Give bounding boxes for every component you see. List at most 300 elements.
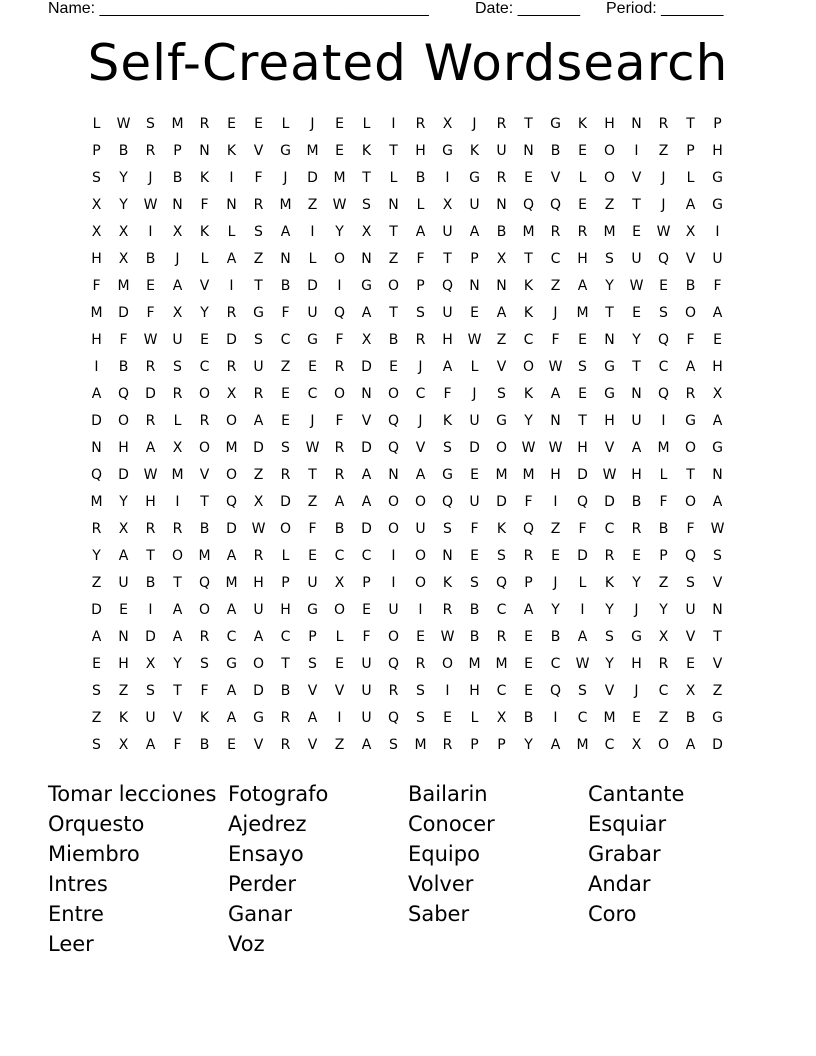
- grid-letter: G: [604, 386, 615, 402]
- grid-letter: Y: [659, 602, 668, 618]
- grid-letter: E: [335, 656, 344, 672]
- grid-letter: R: [199, 629, 210, 645]
- grid-letter: C: [658, 359, 669, 375]
- grid-letter: H: [469, 683, 480, 699]
- grid-letter: C: [496, 602, 507, 618]
- grid-letter: B: [172, 170, 183, 186]
- student-info-line: [48, 0, 748, 20]
- grid-letter: T: [200, 494, 209, 510]
- grid-letter: B: [550, 143, 561, 159]
- grid-letter: Y: [551, 602, 560, 618]
- grid-letter: D: [118, 305, 129, 321]
- grid-letter: Y: [605, 278, 614, 294]
- grid-letter: E: [146, 278, 155, 294]
- grid-letter: R: [145, 521, 156, 537]
- grid-letter: Z: [550, 278, 561, 294]
- grid-letter: K: [361, 143, 372, 159]
- grid-letter: O: [657, 737, 670, 753]
- grid-letter: D: [361, 521, 372, 537]
- grid-letter: M: [495, 656, 508, 672]
- grid-letter: T: [362, 170, 371, 186]
- grid-letter: O: [198, 440, 211, 456]
- grid-row: [83, 597, 733, 624]
- grid-letter: N: [172, 197, 183, 213]
- grid-letter: W: [467, 332, 482, 348]
- grid-letter: X: [334, 575, 345, 591]
- grid-letter: B: [145, 251, 156, 267]
- grid-letter: F: [173, 737, 182, 753]
- word-list-item: Tomar lecciones: [48, 782, 217, 806]
- grid-letter: F: [119, 332, 128, 348]
- grid-letter: G: [226, 656, 237, 672]
- grid-letter: U: [307, 575, 318, 591]
- grid-letter: Q: [522, 197, 535, 213]
- grid-letter: X: [712, 386, 723, 402]
- grid-letter: O: [387, 494, 400, 510]
- grid-letter: C: [577, 710, 588, 726]
- grid-letter: U: [442, 224, 453, 240]
- grid-letter: A: [577, 629, 588, 645]
- grid-letter: L: [470, 359, 479, 375]
- grid-letter: A: [145, 440, 156, 456]
- grid-letter: U: [361, 683, 372, 699]
- grid-letter: W: [656, 224, 671, 240]
- grid-letter: R: [658, 116, 669, 132]
- grid-letter: M: [90, 494, 103, 510]
- grid-letter: I: [391, 116, 396, 132]
- grid-letter: R: [334, 440, 345, 456]
- grid-letter: B: [550, 629, 561, 645]
- grid-letter: J: [418, 413, 423, 429]
- grid-letter: W: [548, 359, 563, 375]
- grid-letter: P: [92, 143, 101, 159]
- grid-letter: O: [225, 413, 238, 429]
- grid-letter: A: [496, 305, 507, 321]
- grid-letter: X: [361, 224, 372, 240]
- grid-letter: A: [172, 602, 183, 618]
- grid-letter: Q: [117, 386, 130, 402]
- grid-letter: Q: [387, 413, 400, 429]
- grid-letter: O: [522, 359, 535, 375]
- grid-letter: K: [226, 143, 237, 159]
- grid-letter: U: [469, 197, 480, 213]
- grid-letter: D: [307, 170, 318, 186]
- grid-letter: S: [605, 251, 614, 267]
- grid-letter: X: [658, 629, 669, 645]
- grid-letter: Q: [549, 197, 562, 213]
- grid-letter: N: [496, 278, 507, 294]
- grid-row: [83, 111, 733, 138]
- grid-letter: E: [119, 602, 128, 618]
- grid-letter: K: [523, 278, 534, 294]
- grid-letter: U: [253, 602, 264, 618]
- grid-letter: F: [686, 332, 695, 348]
- word-list-item: Grabar: [588, 842, 661, 866]
- grid-letter: M: [414, 737, 427, 753]
- grid-letter: S: [362, 197, 371, 213]
- grid-letter: P: [416, 278, 425, 294]
- grid-letter: X: [118, 224, 129, 240]
- word-list-item: Ajedrez: [228, 812, 307, 836]
- grid-letter: W: [602, 467, 617, 483]
- grid-letter: I: [229, 170, 234, 186]
- grid-letter: U: [631, 251, 642, 267]
- grid-letter: R: [550, 224, 561, 240]
- grid-letter: W: [521, 440, 536, 456]
- grid-letter: M: [657, 440, 670, 456]
- grid-letter: G: [307, 332, 318, 348]
- grid-letter: F: [281, 305, 290, 321]
- grid-letter: S: [281, 440, 290, 456]
- grid-letter: A: [172, 278, 183, 294]
- grid-letter: X: [226, 386, 237, 402]
- grid-letter: I: [94, 359, 99, 375]
- grid-letter: X: [442, 197, 453, 213]
- grid-letter: Z: [496, 332, 507, 348]
- grid-letter: E: [335, 143, 344, 159]
- grid-letter: J: [553, 305, 558, 321]
- grid-letter: T: [308, 467, 317, 483]
- grid-letter: E: [335, 116, 344, 132]
- grid-letter: J: [472, 116, 477, 132]
- word-list-item: Voz: [228, 932, 265, 956]
- grid-letter: Z: [388, 251, 399, 267]
- grid-letter: Y: [605, 602, 614, 618]
- word-list-item: Perder: [228, 872, 296, 896]
- grid-letter: Z: [658, 710, 669, 726]
- grid-letter: V: [253, 143, 264, 159]
- grid-letter: R: [253, 197, 264, 213]
- grid-letter: H: [253, 575, 264, 591]
- grid-letter: G: [442, 143, 453, 159]
- grid-row: [83, 543, 733, 570]
- grid-letter: K: [577, 116, 588, 132]
- grid-letter: Q: [333, 305, 346, 321]
- grid-letter: S: [416, 305, 425, 321]
- name-field: Name: _____________________________________: [48, 0, 429, 17]
- grid-letter: R: [604, 548, 615, 564]
- grid-letter: I: [310, 224, 315, 240]
- grid-letter: W: [440, 629, 455, 645]
- grid-letter: Q: [495, 575, 508, 591]
- grid-letter: Y: [92, 548, 101, 564]
- grid-letter: O: [387, 386, 400, 402]
- grid-letter: I: [715, 224, 720, 240]
- grid-letter: R: [280, 467, 291, 483]
- grid-letter: F: [470, 521, 479, 537]
- grid-letter: U: [361, 710, 372, 726]
- grid-letter: C: [199, 359, 210, 375]
- grid-letter: X: [685, 683, 696, 699]
- grid-letter: R: [226, 305, 237, 321]
- grid-letter: A: [253, 629, 264, 645]
- grid-letter: K: [523, 305, 534, 321]
- word-list-item: Andar: [588, 872, 651, 896]
- grid-letter: E: [551, 548, 560, 564]
- grid-letter: S: [254, 224, 263, 240]
- grid-letter: A: [685, 197, 696, 213]
- grid-letter: N: [550, 413, 561, 429]
- grid-letter: I: [445, 170, 450, 186]
- grid-letter: X: [118, 521, 129, 537]
- grid-letter: X: [118, 251, 129, 267]
- grid-letter: N: [199, 143, 210, 159]
- grid-letter: U: [415, 521, 426, 537]
- grid-letter: R: [172, 521, 183, 537]
- grid-letter: U: [172, 332, 183, 348]
- grid-letter: H: [118, 656, 129, 672]
- grid-letter: C: [280, 332, 291, 348]
- word-list-item: Bailarin: [408, 782, 488, 806]
- grid-letter: Z: [280, 359, 291, 375]
- grid-letter: U: [388, 602, 399, 618]
- grid-letter: R: [658, 656, 669, 672]
- grid-letter: A: [226, 548, 237, 564]
- grid-letter: P: [173, 143, 182, 159]
- grid-letter: G: [631, 629, 642, 645]
- grid-letter: K: [604, 575, 615, 591]
- grid-letter: N: [631, 386, 642, 402]
- grid-letter: E: [92, 656, 101, 672]
- grid-letter: Z: [334, 737, 345, 753]
- grid-letter: A: [550, 386, 561, 402]
- grid-letter: Y: [632, 332, 641, 348]
- grid-letter: U: [307, 305, 318, 321]
- grid-letter: L: [200, 251, 209, 267]
- grid-letter: N: [469, 278, 480, 294]
- grid-letter: Y: [200, 305, 209, 321]
- grid-letter: F: [335, 332, 344, 348]
- grid-letter: V: [712, 575, 723, 591]
- grid-letter: G: [280, 143, 291, 159]
- grid-letter: I: [661, 413, 666, 429]
- grid-letter: B: [388, 332, 399, 348]
- grid-letter: D: [145, 386, 156, 402]
- grid-letter: S: [686, 575, 695, 591]
- grid-letter: F: [92, 278, 101, 294]
- grid-letter: F: [443, 386, 452, 402]
- grid-letter: A: [469, 224, 480, 240]
- grid-row: [83, 408, 733, 435]
- grid-letter: V: [307, 683, 318, 699]
- grid-letter: Q: [522, 521, 535, 537]
- grid-letter: A: [172, 629, 183, 645]
- word-list-item: Conocer: [408, 812, 495, 836]
- grid-row: [83, 300, 733, 327]
- grid-letter: U: [469, 494, 480, 510]
- grid-letter: A: [523, 602, 534, 618]
- grid-letter: F: [686, 521, 695, 537]
- grid-letter: S: [443, 521, 452, 537]
- grid-letter: V: [361, 413, 372, 429]
- grid-letter: N: [226, 197, 237, 213]
- grid-letter: G: [685, 413, 696, 429]
- grid-letter: U: [685, 602, 696, 618]
- grid-row: [83, 273, 733, 300]
- grid-letter: T: [524, 116, 533, 132]
- grid-letter: E: [713, 332, 722, 348]
- grid-letter: Q: [657, 386, 670, 402]
- grid-letter: S: [416, 683, 425, 699]
- grid-letter: T: [389, 143, 398, 159]
- grid-letter: P: [362, 575, 371, 591]
- grid-letter: L: [470, 710, 479, 726]
- grid-letter: S: [605, 629, 614, 645]
- grid-letter: X: [496, 251, 507, 267]
- grid-letter: P: [470, 251, 479, 267]
- grid-letter: X: [118, 737, 129, 753]
- grid-letter: F: [524, 494, 533, 510]
- grid-letter: O: [117, 413, 130, 429]
- grid-letter: M: [117, 278, 130, 294]
- grid-letter: A: [226, 602, 237, 618]
- grid-letter: N: [712, 602, 723, 618]
- grid-letter: G: [712, 197, 723, 213]
- grid-letter: E: [227, 737, 236, 753]
- grid-letter: R: [388, 683, 399, 699]
- grid-letter: V: [307, 737, 318, 753]
- grid-letter: W: [143, 467, 158, 483]
- grid-letter: B: [199, 737, 210, 753]
- grid-letter: U: [442, 305, 453, 321]
- grid-letter: R: [226, 359, 237, 375]
- grid-letter: D: [469, 440, 480, 456]
- grid-letter: V: [496, 359, 507, 375]
- grid-letter: H: [631, 656, 642, 672]
- grid-letter: C: [523, 332, 534, 348]
- grid-letter: R: [334, 359, 345, 375]
- grid-letter: A: [307, 710, 318, 726]
- grid-letter: S: [173, 359, 182, 375]
- grid-letter: Q: [657, 251, 670, 267]
- grid-letter: E: [470, 548, 479, 564]
- grid-letter: Y: [173, 656, 182, 672]
- grid-letter: O: [684, 494, 697, 510]
- grid-letter: Y: [335, 224, 344, 240]
- grid-letter: S: [92, 170, 101, 186]
- grid-letter: T: [605, 305, 614, 321]
- grid-letter: O: [495, 440, 508, 456]
- grid-letter: C: [415, 386, 426, 402]
- grid-letter: Y: [605, 656, 614, 672]
- grid-letter: N: [388, 197, 399, 213]
- grid-letter: I: [391, 575, 396, 591]
- grid-letter: X: [442, 116, 453, 132]
- grid-letter: O: [387, 521, 400, 537]
- grid-letter: D: [712, 737, 723, 753]
- grid-letter: G: [442, 467, 453, 483]
- grid-letter: J: [148, 170, 153, 186]
- grid-letter: W: [629, 278, 644, 294]
- grid-letter: O: [684, 305, 697, 321]
- grid-letter: A: [685, 737, 696, 753]
- grid-letter: L: [416, 197, 425, 213]
- grid-letter: W: [143, 197, 158, 213]
- grid-letter: C: [361, 548, 372, 564]
- grid-letter: M: [333, 170, 346, 186]
- grid-row: [83, 678, 733, 705]
- word-list-item: Entre: [48, 902, 104, 926]
- grid-letter: D: [253, 683, 264, 699]
- grid-letter: T: [389, 224, 398, 240]
- grid-letter: D: [361, 359, 372, 375]
- grid-letter: E: [578, 332, 587, 348]
- grid-letter: V: [253, 737, 264, 753]
- grid-letter: E: [632, 710, 641, 726]
- grid-letter: B: [280, 278, 291, 294]
- grid-letter: X: [253, 494, 264, 510]
- grid-letter: I: [175, 494, 180, 510]
- grid-letter: L: [389, 170, 398, 186]
- grid-letter: I: [445, 683, 450, 699]
- grid-letter: A: [361, 494, 372, 510]
- grid-letter: H: [631, 467, 642, 483]
- grid-letter: T: [146, 548, 155, 564]
- grid-letter: N: [442, 548, 453, 564]
- grid-letter: V: [685, 629, 696, 645]
- grid-letter: O: [279, 521, 292, 537]
- grid-letter: T: [632, 359, 641, 375]
- grid-letter: J: [175, 251, 180, 267]
- grid-letter: L: [227, 224, 236, 240]
- grid-letter: T: [173, 575, 182, 591]
- grid-letter: S: [659, 305, 668, 321]
- grid-letter: G: [361, 278, 372, 294]
- grid-letter: Z: [91, 710, 102, 726]
- grid-letter: V: [631, 170, 642, 186]
- grid-letter: E: [281, 413, 290, 429]
- grid-letter: X: [496, 710, 507, 726]
- grid-letter: T: [686, 116, 695, 132]
- grid-letter: E: [524, 170, 533, 186]
- grid-letter: R: [145, 413, 156, 429]
- grid-letter: D: [118, 467, 129, 483]
- grid-letter: Z: [307, 494, 318, 510]
- grid-letter: A: [712, 305, 723, 321]
- grid-letter: Q: [198, 575, 211, 591]
- grid-letter: E: [281, 386, 290, 402]
- grid-letter: A: [253, 413, 264, 429]
- grid-letter: A: [550, 737, 561, 753]
- grid-letter: K: [469, 143, 480, 159]
- word-list-item: Ensayo: [228, 842, 304, 866]
- grid-letter: D: [91, 602, 102, 618]
- grid-letter: D: [226, 521, 237, 537]
- grid-letter: I: [553, 710, 558, 726]
- grid-letter: R: [145, 143, 156, 159]
- grid-letter: A: [442, 359, 453, 375]
- grid-letter: R: [415, 116, 426, 132]
- grid-letter: A: [577, 278, 588, 294]
- grid-letter: C: [307, 386, 318, 402]
- grid-letter: V: [604, 440, 615, 456]
- grid-letter: U: [118, 575, 129, 591]
- grid-letter: F: [200, 683, 209, 699]
- grid-letter: V: [199, 467, 210, 483]
- grid-letter: Q: [441, 278, 454, 294]
- grid-letter: T: [389, 305, 398, 321]
- word-list-item: Coro: [588, 902, 637, 926]
- grid-letter: N: [523, 143, 534, 159]
- grid-letter: Q: [549, 683, 562, 699]
- grid-letter: J: [283, 170, 288, 186]
- grid-letter: R: [91, 521, 102, 537]
- grid-letter: B: [145, 575, 156, 591]
- grid-letter: M: [171, 116, 184, 132]
- grid-letter: L: [578, 575, 587, 591]
- word-list-item: Volver: [408, 872, 474, 896]
- grid-letter: Q: [90, 467, 103, 483]
